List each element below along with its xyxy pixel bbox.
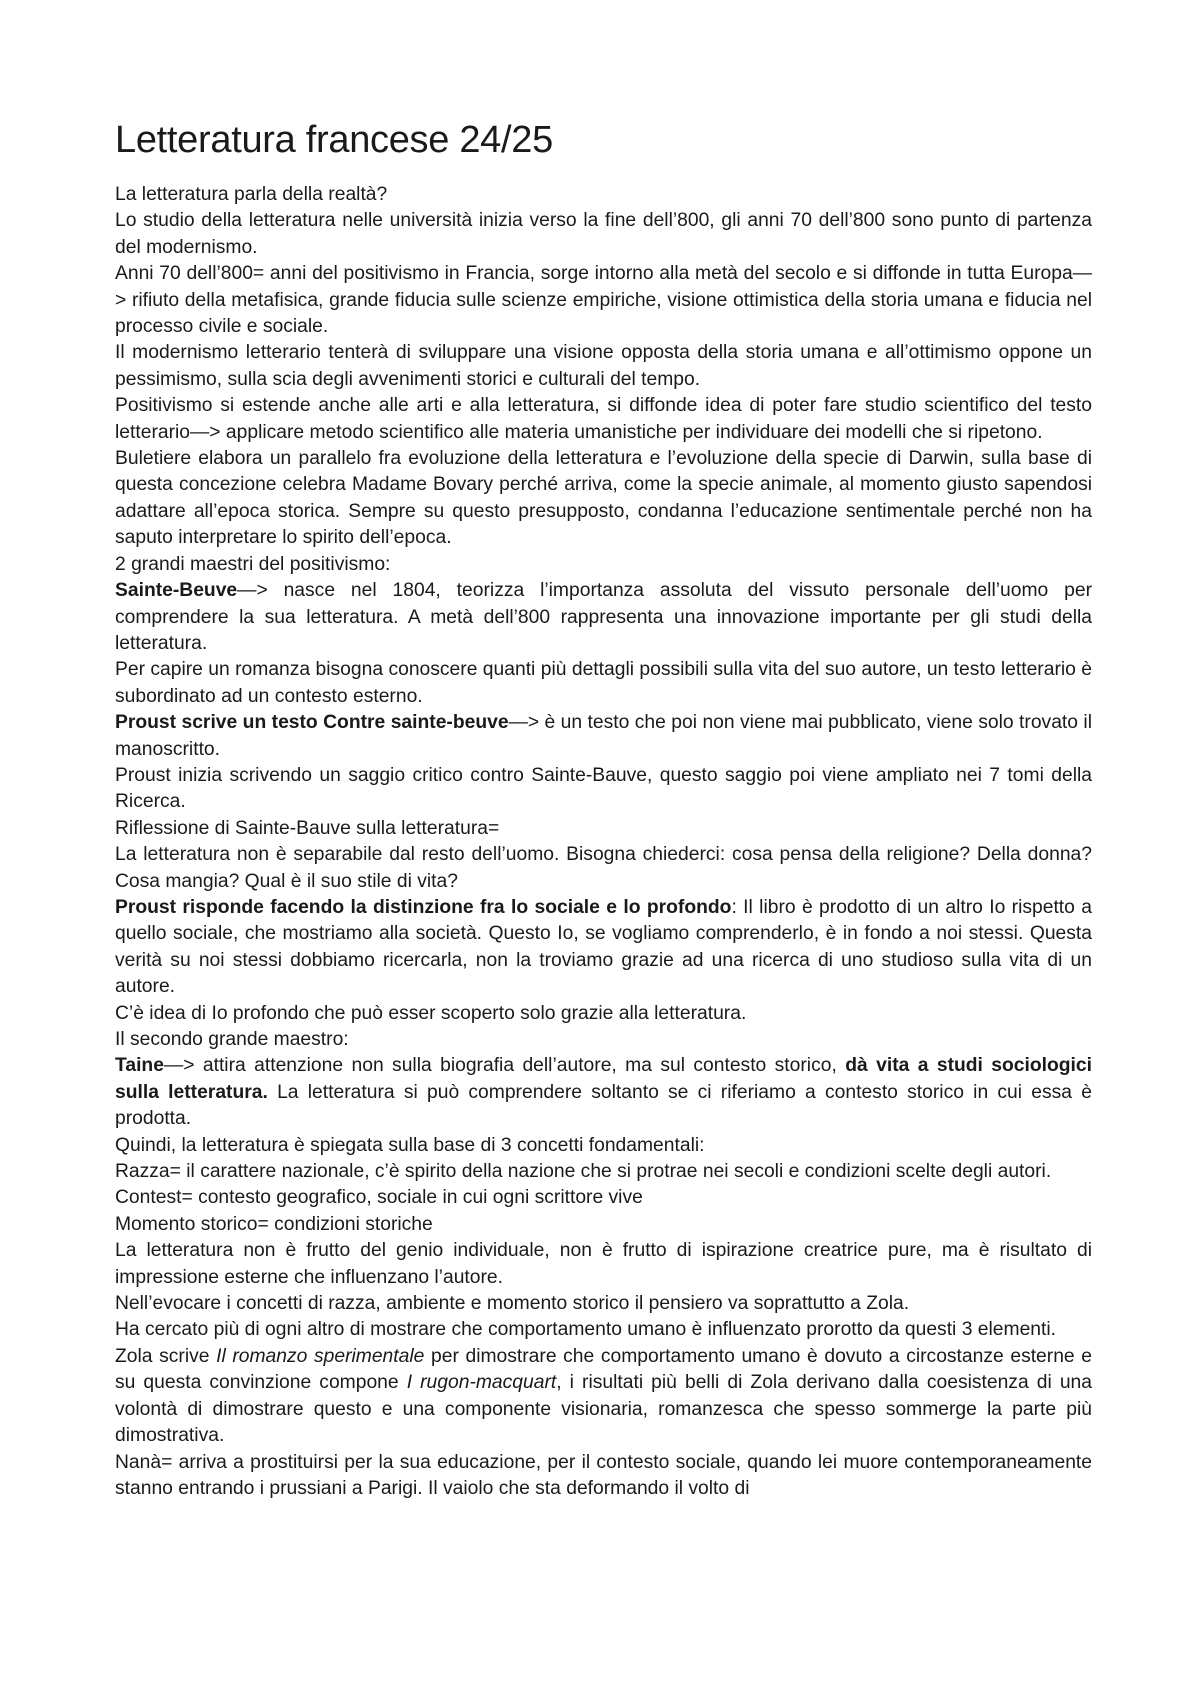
text-run: Il secondo grande maestro: xyxy=(115,1029,349,1050)
text-run: La letteratura non è frutto del genio individuale, non è frutto di ispirazione creatrice pure, ma è risultato di impressione esterne che influenzano l’autore. xyxy=(115,1240,1092,1288)
text-run: Quindi, la letteratura è spiegata sulla base di 3 concetti fondamentali: xyxy=(115,1134,705,1156)
bold-text: Proust risponde facendo la distinzione fra lo sociale e lo profondo xyxy=(115,896,732,918)
paragraph xyxy=(115,842,1092,895)
text-run: Proust inizia scrivendo un saggio critico contro Sainte-Bauve, questo saggio poi viene ampliato nei 7 tomi della Ricerca. xyxy=(115,764,1092,813)
text-run: Buletiere elabora un parallelo fra evoluzione della letteratura e l’evoluzione della specie di Darwin, sulla base di questa concezione celebra Madame Bovary perché arriva, come la specie animale, al momento giusto sapendosi adattare all’epoca storica. Sempre su questo presupposto, condanna l’educazione sentimentale perché non ha saputo interpretare lo spirito dell’epoca. xyxy=(115,448,1092,549)
paragraph xyxy=(115,1212,1092,1238)
text-run: Riflessione di Sainte-Bauve sulla letteratura= xyxy=(115,817,500,839)
paragraph xyxy=(115,1027,1092,1053)
paragraph xyxy=(115,182,1092,208)
text-run: Razza= il carattere nazionale, c’è spirito della nazione che si protrae nei secoli e condizioni scelte degli autori. xyxy=(115,1161,1052,1183)
text-run: —> è un testo che poi non viene mai pubblicato, viene solo trovato il manoscritto. xyxy=(115,712,1092,760)
paragraph xyxy=(115,578,1092,657)
text-run: Nell’evocare i concetti di razza, ambiente e momento storico il pensiero va soprattutto a Zola. xyxy=(115,1293,910,1315)
text-run: La letteratura parla della realtà? xyxy=(115,184,388,205)
text-run: 2 grandi maestri del positivismo: xyxy=(115,553,391,575)
text-run: Lo studio della letteratura nelle università inizia verso la fine dell’800, gli anni 70 dell’800 sono punto di partenza del modernismo. xyxy=(115,210,1092,258)
paragraph xyxy=(115,895,1092,1001)
paragraph xyxy=(115,1450,1092,1503)
paragraph xyxy=(115,1133,1092,1159)
text-run: Ha cercato più di ogni altro di mostrare che comportamento umano è influenzato prorotto da questi 3 elementi. xyxy=(115,1319,1057,1341)
text-run: Positivismo si estende anche alle arti e alla letteratura, si diffonde idea di poter fare studio scientifico del testo letterario—> applicare metodo scientifico alle materia umanistiche per individuare dei modelli che si ripetono. xyxy=(115,395,1092,443)
paragraph xyxy=(115,446,1092,552)
text-run: La letteratura si può comprendere soltanto se ci riferiamo a contesto storico in cui essa è prodotta. xyxy=(115,1081,1093,1130)
italic-text: Il romanzo sperimentale xyxy=(216,1345,425,1367)
bold-text: Sainte-Beuve xyxy=(115,580,238,602)
bold-text: dà vita a studi sociologici sulla letteratura. xyxy=(115,1055,1092,1103)
text-run: Il modernismo letterario tenterà di sviluppare una visione opposta della storia umana e all’ottimismo oppone un pessimismo, sulla scia degli avvenimenti storici e culturali del tempo. xyxy=(115,342,1092,390)
text-run: —> nasce nel 1804, teorizza l’importanza assoluta del vissuto personale dell’uomo per comprendere la sua letteratura. A metà dell’800 rappresenta una innovazione importante per gli studi della letteratura. xyxy=(115,580,1092,654)
text-run: Zola scrive xyxy=(115,1345,217,1367)
paragraph xyxy=(115,1185,1092,1211)
text-run: Anni 70 dell’800= anni del positivismo in Francia, sorge intorno alla metà del secolo e si diffonde in tutta Europa—> rifiuto della metafisica, grande fiducia sulle scienze empiriche, visione ottimistica della storia umana e fiducia nel processo civile e sociale. xyxy=(115,263,1092,338)
paragraph xyxy=(115,1317,1092,1343)
text-run: Momento storico= condizioni storiche xyxy=(115,1213,433,1235)
text-run: Per capire un romanza bisogna conoscere quanti più dettagli possibili sulla vita del suo autore, un testo letterario è subordinato ad un contesto esterno. xyxy=(115,659,1092,707)
paragraph xyxy=(115,657,1092,710)
text-run: —> attira attenzione non sulla biografia dell’autore, ma sul contesto storico, xyxy=(163,1055,846,1077)
paragraph xyxy=(115,208,1092,261)
paragraph xyxy=(115,763,1092,816)
paragraph xyxy=(115,340,1092,393)
paragraph xyxy=(115,261,1092,340)
paragraph xyxy=(115,1238,1092,1291)
paragraph xyxy=(115,1053,1092,1132)
text-run: , i risultati più belli di Zola derivano dalla coesistenza di una volontà di dimostrare questo e una componente visionaria, romanzesca che spesso sommerge la parte più dimostrativa. xyxy=(115,1372,1092,1447)
text-run: La letteratura non è separabile dal resto dell’uomo. Bisogna chiederci: cosa pensa della religione? Della donna? Cosa mangia? Qual è il suo stile di vita? xyxy=(115,844,1092,892)
text-run: Contest= contesto geografico, sociale in cui ogni scrittore vive xyxy=(115,1187,643,1209)
paragraph xyxy=(115,1344,1092,1450)
paragraph xyxy=(115,816,1092,842)
paragraph xyxy=(115,552,1092,578)
bold-text: Proust scrive un testo Contre sainte-beuve xyxy=(115,712,509,734)
text-run: Nanà= arriva a prostituirsi per la sua educazione, per il contesto sociale, quando lei muore contemporaneamente stanno entrando i prussiani a Parigi. Il vaiolo che sta deformando il volto di xyxy=(115,1451,1092,1499)
text-run: C’è idea di Io profondo che può esser scoperto solo grazie alla letteratura. xyxy=(115,1002,747,1024)
text-run: : Il libro è prodotto di un altro Io rispetto a quello sociale, che mostriamo alla società. Questo Io, se vogliamo comprenderlo, è in fondo a noi stessi. Questa verità su noi stessi dobbiamo ricercarla, non la troviamo grazie ad una ricerca di uno studioso sulla vita di un autore. xyxy=(115,896,1092,998)
paragraph xyxy=(115,1001,1092,1027)
paragraph xyxy=(115,1291,1092,1317)
text-run: per dimostrare che comportamento umano è dovuto a circostanze esterne e su questa convinzione compone xyxy=(115,1345,1092,1394)
document-body xyxy=(115,182,1092,1502)
bold-text: Taine xyxy=(115,1055,164,1077)
paragraph xyxy=(115,393,1092,446)
document-title: Letteratura francese 24/25 xyxy=(115,119,553,161)
paragraph xyxy=(115,710,1092,763)
paragraph xyxy=(115,1159,1092,1185)
italic-text: I rugon-macquart xyxy=(406,1372,557,1394)
